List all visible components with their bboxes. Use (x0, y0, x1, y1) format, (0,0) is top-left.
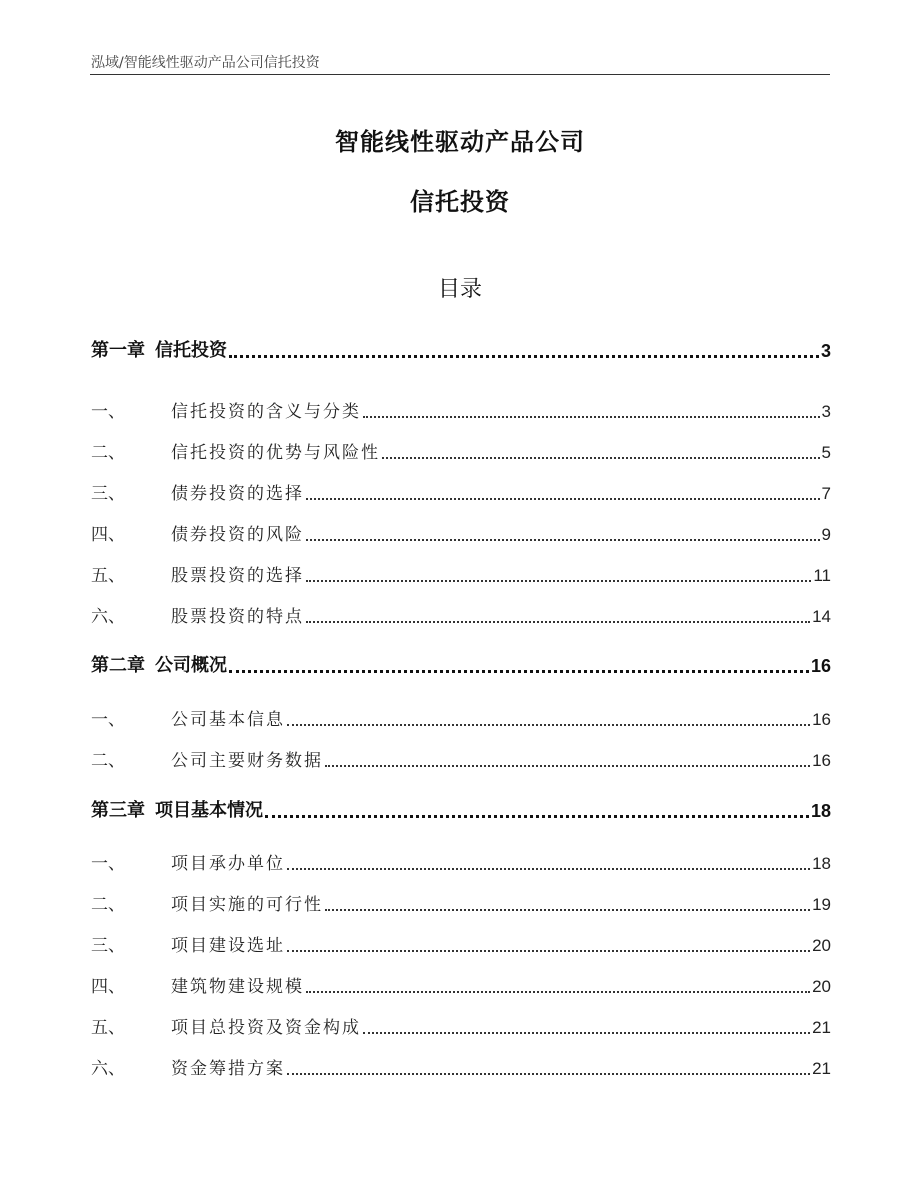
toc-entry-number: 五、 (91, 566, 125, 586)
toc-section-entry[interactable] (91, 561, 831, 586)
toc-entry-title: 公司概况 (155, 655, 227, 676)
toc-page-number: 18 (812, 854, 831, 873)
toc-entry-number: 五、 (91, 1018, 125, 1038)
toc-page-number: 21 (812, 1059, 831, 1078)
toc-entry-number: 六、 (91, 607, 125, 627)
toc-entry-title: 债券投资的风险 (171, 525, 304, 545)
toc-entry-title: 信托投资的含义与分类 (171, 402, 361, 422)
toc-chapter-entry[interactable] (91, 796, 831, 822)
toc-entry-title: 项目基本情况 (155, 800, 263, 821)
toc-section-entry[interactable] (91, 520, 831, 545)
toc-section-entry[interactable] (91, 972, 831, 997)
toc-chapter-entry[interactable] (91, 336, 831, 362)
toc-entry-number: 二、 (91, 751, 125, 771)
toc-heading: 目录 (437, 277, 482, 302)
toc-page-number: 3 (820, 341, 831, 361)
toc-section-entry[interactable] (91, 397, 831, 422)
toc-entry-number: 一、 (91, 402, 125, 422)
toc-dot-leader (382, 457, 820, 459)
toc-dot-leader (287, 950, 810, 952)
toc-page-number: 20 (812, 977, 831, 996)
toc-section-entry[interactable] (91, 438, 831, 463)
toc-dot-leader (306, 539, 820, 541)
toc-entry-number: 第一章 (91, 340, 145, 361)
toc-page-number: 11 (813, 566, 831, 585)
toc-dot-leader (306, 621, 810, 623)
toc-dot-leader (325, 909, 810, 911)
toc-entry-number: 第二章 (91, 655, 145, 676)
toc-section-entry[interactable] (91, 1013, 831, 1038)
toc-entry-number: 四、 (91, 977, 125, 997)
toc-entry-number: 二、 (91, 895, 125, 915)
toc-section-entry[interactable] (91, 890, 831, 915)
toc-page-number: 19 (812, 895, 831, 914)
toc-page-number: 7 (821, 484, 831, 503)
toc-dot-leader (287, 1073, 810, 1075)
toc-entry-number: 二、 (91, 443, 125, 463)
toc-entry-title: 股票投资的特点 (171, 607, 304, 627)
toc-dot-leader (229, 355, 819, 358)
toc-entry-number: 三、 (91, 936, 125, 956)
toc-page-number: 16 (812, 751, 831, 770)
toc-entry-number: 第三章 (91, 800, 145, 821)
toc-page-number: 14 (812, 607, 831, 626)
toc-entry-title: 公司基本信息 (171, 710, 285, 730)
toc-page-number: 18 (810, 801, 831, 821)
toc-dot-leader (306, 991, 810, 993)
toc-page-number: 3 (821, 402, 831, 421)
toc-section-entry[interactable] (91, 1054, 831, 1079)
toc-page-number: 21 (812, 1018, 831, 1037)
toc-page-number: 20 (812, 936, 831, 955)
toc-entry-number: 一、 (91, 710, 125, 730)
toc-entry-title: 债券投资的选择 (171, 484, 304, 504)
toc-entry-title: 项目实施的可行性 (171, 895, 323, 915)
toc-dot-leader (287, 724, 810, 726)
toc-entry-title: 项目承办单位 (171, 854, 285, 874)
toc-dot-leader (363, 1032, 810, 1034)
toc-entry-title: 项目建设选址 (171, 936, 285, 956)
toc-page-number: 9 (821, 525, 831, 544)
toc-entry-number: 一、 (91, 854, 125, 874)
toc-dot-leader (306, 580, 811, 582)
toc-entry-title: 建筑物建设规模 (171, 977, 304, 997)
toc-entry-title: 信托投资的优势与风险性 (171, 443, 380, 463)
toc-section-entry[interactable] (91, 746, 831, 771)
toc-entry-title: 资金筹措方案 (171, 1059, 285, 1079)
document-subtitle: 信托投资 (410, 188, 510, 216)
toc-chapter-entry[interactable] (91, 651, 831, 677)
toc-page-number: 16 (810, 656, 831, 676)
toc-entry-title: 项目总投资及资金构成 (171, 1018, 361, 1038)
header-rule (90, 74, 830, 75)
toc-section-entry[interactable] (91, 602, 831, 627)
toc-entry-number: 四、 (91, 525, 125, 545)
toc-section-entry[interactable] (91, 931, 831, 956)
toc-dot-leader (325, 765, 810, 767)
toc-page-number: 5 (821, 443, 831, 462)
toc-entry-number: 三、 (91, 484, 125, 504)
toc-section-entry[interactable] (91, 479, 831, 504)
toc-section-entry[interactable] (91, 705, 831, 730)
toc-section-entry[interactable] (91, 849, 831, 874)
running-header: 泓域/智能线性驱动产品公司信托投资 (91, 55, 320, 71)
document-title: 智能线性驱动产品公司 (335, 128, 585, 156)
toc-dot-leader (229, 670, 809, 673)
toc-dot-leader (265, 815, 809, 818)
toc-dot-leader (306, 498, 820, 500)
toc-entry-number: 六、 (91, 1059, 125, 1079)
toc-dot-leader (287, 868, 810, 870)
toc-entry-title: 股票投资的选择 (171, 566, 304, 586)
toc-dot-leader (363, 416, 820, 418)
toc-entry-title: 公司主要财务数据 (171, 751, 323, 771)
toc-page-number: 16 (812, 710, 831, 729)
toc-entry-title: 信托投资 (155, 340, 227, 361)
